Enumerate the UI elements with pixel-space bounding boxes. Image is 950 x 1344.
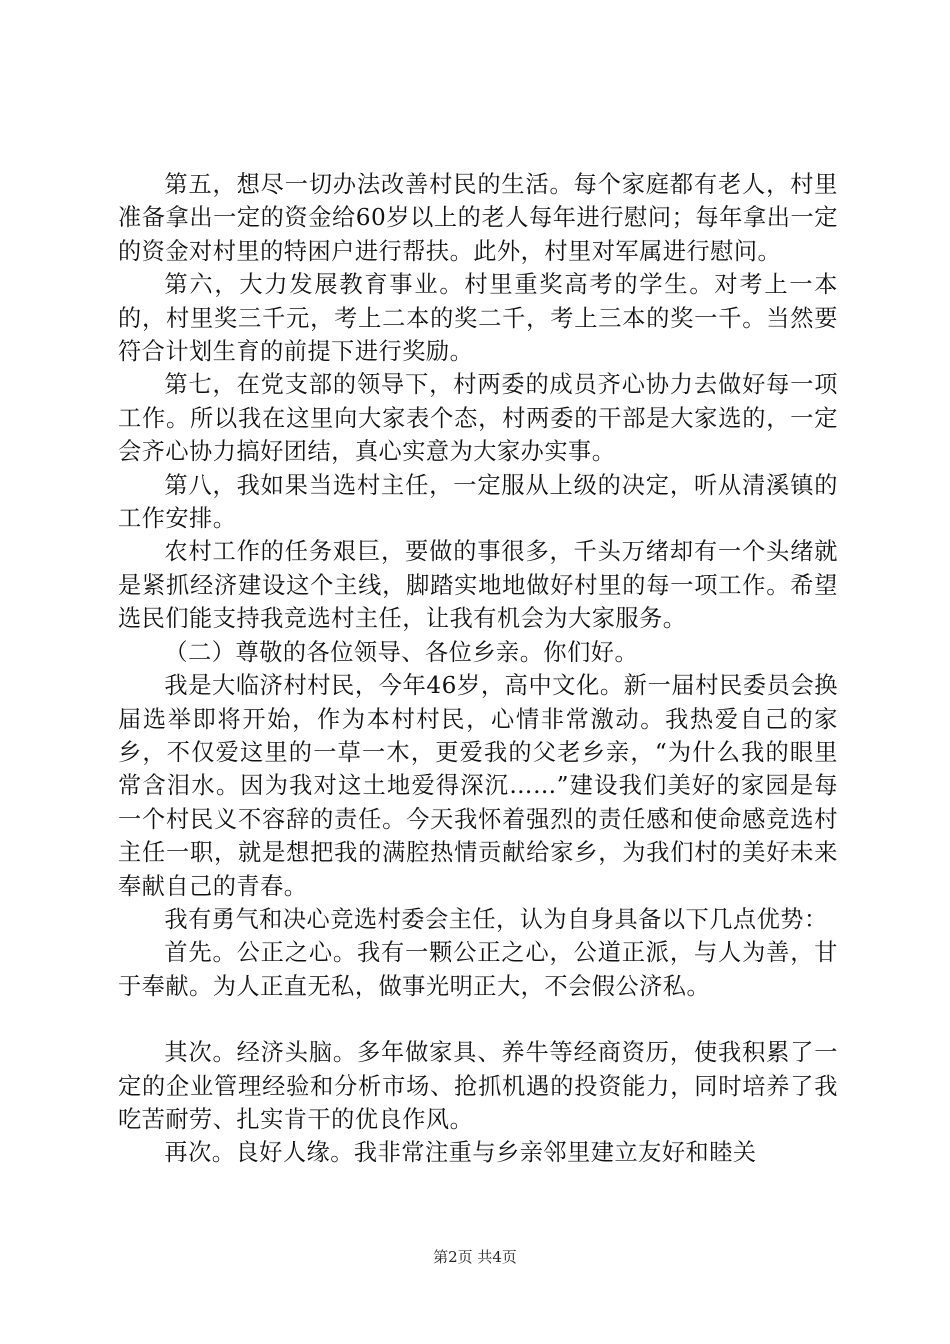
paragraph-rural-work: 农村工作的任务艰巨，要做的事很多，千头万绪却有一个头绪就是紧抓经济建设这个主线，脚踏实地地做好村里的每一项工作。希望选民们能支持我竞选村主任，让我有机会为大家服务。 [118,538,838,633]
page-number-footer: 第2页 共4页 [433,1248,517,1266]
paragraph-sixth-point: 第六，大力发展教育事业。村里重奖高考的学生。对考上一本的，村里奖三千元，考上二本的奖二千，考上三本的奖一千。当然要符合计划生育的前提下进行奖励。 [118,271,838,366]
section-heading-two: （二）尊敬的各位领导、各位乡亲。你们好。 [164,638,639,666]
paragraph-self-introduction: 我是大临济村村民，今年46岁，高中文化。新一届村民委员会换届选举即将开始，作为本村村民，心情非常激动。我热爱自己的家乡，不仅爱这里的一草一木，更爱我的父老乡亲，“为什么我的眼里常含泪水。因为我对这土地爱得深沉……”建设我们美好的家园是每一个村民义不容辞的责任。今天我怀着强烈的责任感和使命感竞选村主任一职，就是想把我的满腔热情贡献给家乡，为我们村的美好未来奉献自己的青春。 [118,672,838,900]
paragraph-seventh-point: 第七，在党支部的领导下，村两委的成员齐心协力去做好每一项工作。所以我在这里向大家表个态，村两委的干部是大家选的，一定会齐心协力搞好团结，真心实意为大家办实事。 [118,371,838,466]
paragraph-first-advantage: 首先。公正之心。我有一颗公正之心，公道正派，与人为善，甘于奉献。为人正直无私，做事光明正大，不会假公济私。 [118,939,838,1000]
paragraph-second-advantage: 其次。经济头脑。多年做家具、养牛等经商资历，使我积累了一定的企业管理经验和分析市场、抢抓机遇的投资能力，同时培养了我吃苦耐劳、扎实肯干的优良作风。 [118,1039,838,1133]
paragraph-third-advantage: 再次。良好人缘。我非常注重与乡亲邻里建立友好和睦关 [164,1139,757,1167]
paragraph-advantages-intro: 我有勇气和决心竞选村委会主任，认为自身具备以下几点优势： [164,905,828,933]
paragraph-fifth-point: 第五，想尽一切办法改善村民的生活。每个家庭都有老人，村里准备拿出一定的资金给60岁以上的老人每年进行慰问；每年拿出一定的资金对村里的特困户进行帮扶。此外，村里对军属进行慰问。 [118,171,838,265]
paragraph-eighth-point: 第八，我如果当选村主任，一定服从上级的决定，听从清溪镇的工作安排。 [118,471,838,533]
blank-line [118,1003,838,1036]
document-body [118,168,838,1170]
